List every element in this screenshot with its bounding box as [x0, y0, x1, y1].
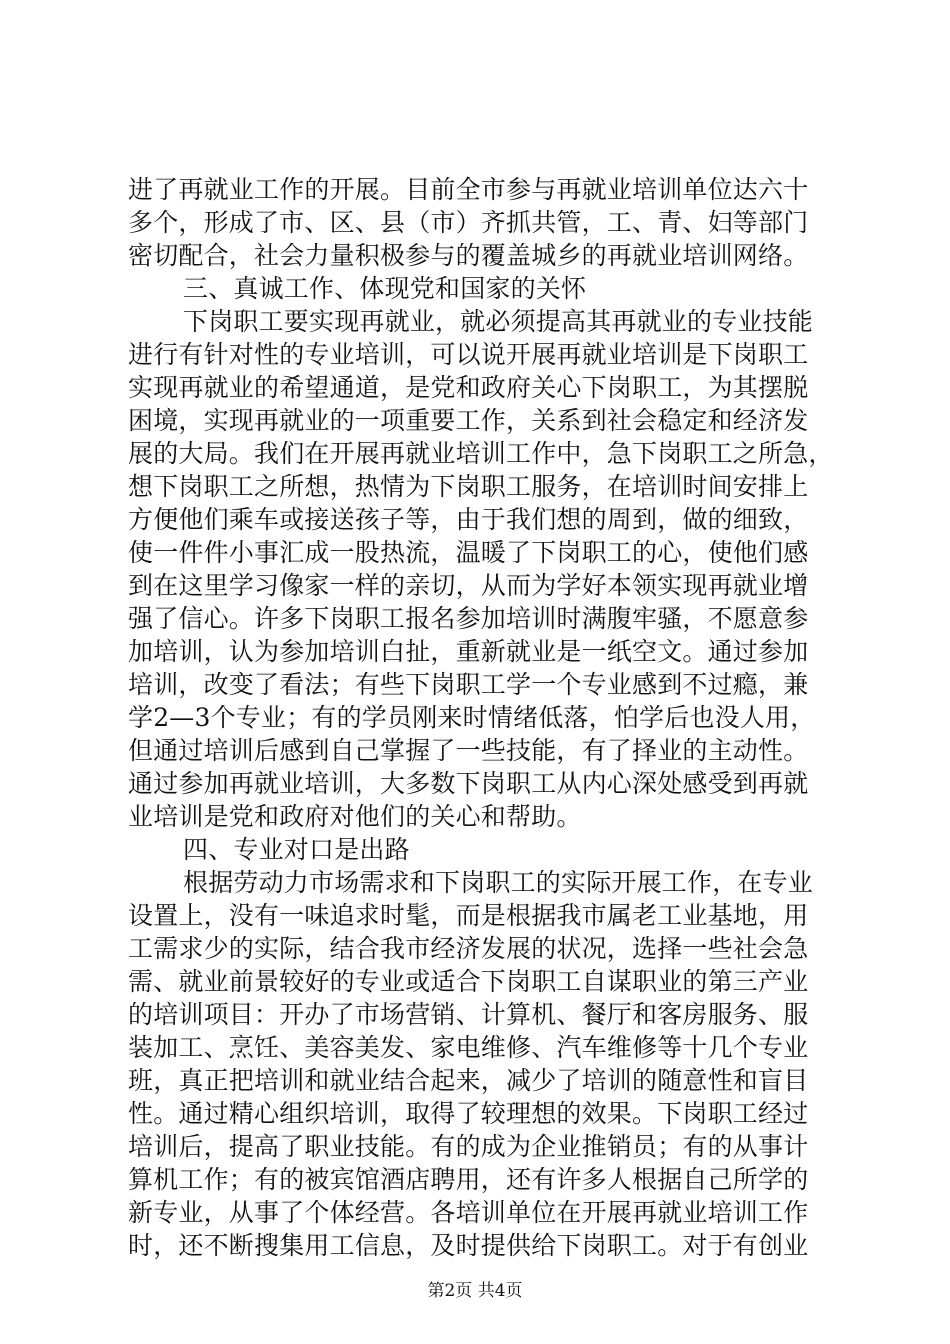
text-line: 培训后，提高了职业技能。有的成为企业推销员；有的从事计: [128, 1132, 809, 1161]
text-line: 时，还不断搜集用工信息，及时提供给下岗职工。对于有创业: [128, 1231, 809, 1260]
text-line: 想下岗职工之所想，热情为下岗职工服务，在培训时间安排上: [128, 472, 809, 501]
text-line: 班，真正把培训和就业结合起来，减少了培训的随意性和盲目: [128, 1066, 809, 1095]
text-line: 培训，改变了看法；有些下岗职工学一个专业感到不过瘾，兼: [128, 670, 809, 699]
text-line: 装加工、烹饪、美容美发、家电维修、汽车维修等十几个专业: [128, 1033, 809, 1062]
text-line: 困境，实现再就业的一项重要工作，关系到社会稳定和经济发: [128, 406, 809, 435]
text-line: 实现再就业的希望通道，是党和政府关心下岗职工，为其摆脱: [128, 373, 809, 402]
text-line: 通过参加再就业培训，大多数下岗职工从内心深处感受到再就: [128, 769, 809, 798]
text-line: 算机工作；有的被宾馆酒店聘用，还有许多人根据自己所学的: [128, 1165, 809, 1194]
text-line: 加培训，认为参加培训白扯，重新就业是一纸空文。通过参加: [128, 637, 809, 666]
text-line: 进了再就业工作的开展。目前全市参与再就业培训单位达六十: [128, 175, 809, 204]
text-line: 需、就业前景较好的专业或适合下岗职工自谋职业的第三产业: [128, 967, 809, 996]
document-body: [128, 173, 834, 1262]
section-heading-3: 三、真诚工作、体现党和国家的关怀: [183, 274, 587, 303]
text-line: 的培训项目：开办了市场营销、计算机、餐厅和客房服务、服: [128, 1000, 809, 1029]
section-heading-4: 四、专业对口是出路: [183, 835, 410, 864]
paragraph-start: 根据劳动力市场需求和下岗职工的实际开展工作，在专业: [183, 868, 814, 897]
text-line: 多个，形成了市、区、县（市）齐抓共管，工、青、妇等部门: [128, 208, 809, 237]
text-line: 展的大局。我们在开展再就业培训工作中，急下岗职工之所急，: [128, 439, 834, 468]
text-line: 性。通过精心组织培训，取得了较理想的效果。下岗职工经过: [128, 1099, 809, 1128]
paragraph-start: 下岗职工要实现再就业，就必须提高其再就业的专业技能: [183, 307, 814, 336]
page-footer: 第2页 共4页: [427, 1281, 523, 1301]
text-line: 设置上，没有一味追求时髦，而是根据我市属老工业基地，用: [128, 901, 809, 930]
text-line: 进行有针对性的专业培训，可以说开展再就业培训是下岗职工: [128, 340, 809, 369]
text-line: 但通过培训后感到自己掌握了一些技能，有了择业的主动性。: [128, 736, 809, 765]
text-line: 密切配合，社会力量积极参与的覆盖城乡的再就业培训网络。: [128, 241, 809, 270]
text-line: 工需求少的实际，结合我市经济发展的状况，选择一些社会急: [128, 934, 809, 963]
text-line: 新专业，从事了个体经营。各培训单位在开展再就业培训工作: [128, 1198, 809, 1227]
text-line: 到在这里学习像家一样的亲切，从而为学好本领实现再就业增: [128, 571, 809, 600]
text-line: 学2—3个专业；有的学员刚来时情绪低落，怕学后也没人用，: [128, 703, 816, 732]
text-line: 方便他们乘车或接送孩子等，由于我们想的周到，做的细致，: [128, 505, 809, 534]
text-line: 强了信心。许多下岗职工报名参加培训时满腹牢骚，不愿意参: [128, 604, 809, 633]
text-line: 使一件件小事汇成一股热流，温暖了下岗职工的心，使他们感: [128, 538, 809, 567]
text-line: 业培训是党和政府对他们的关心和帮助。: [128, 802, 582, 831]
